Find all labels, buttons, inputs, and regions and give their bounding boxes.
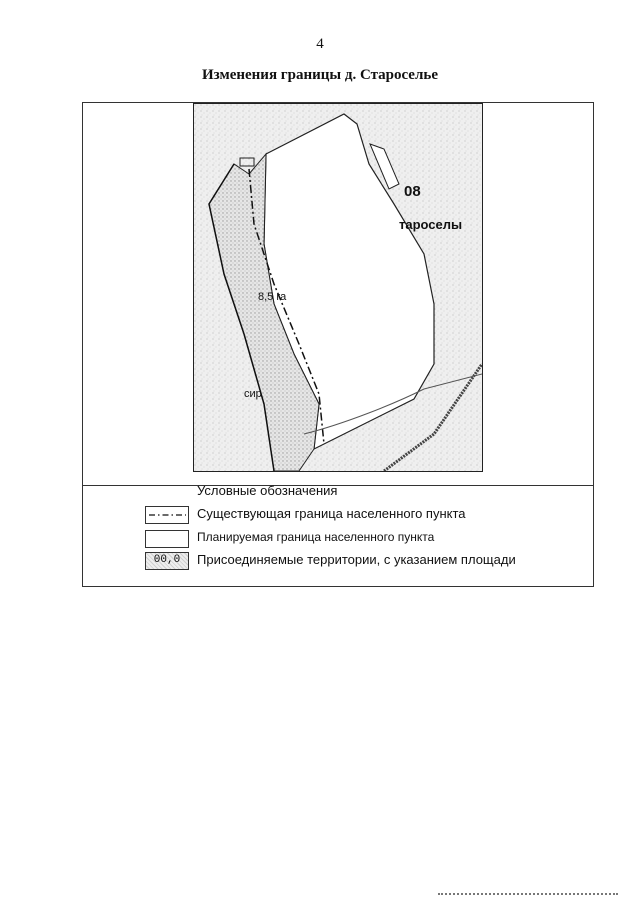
map-number-label: 08 xyxy=(404,183,421,200)
page-number: 4 xyxy=(316,36,324,52)
legend-label: Присоединяемые территории, с указанием площади xyxy=(197,552,516,567)
dash-dot-line-icon xyxy=(145,506,189,524)
map-drawing xyxy=(194,104,482,471)
hatch-area-value: 00,0 xyxy=(153,554,181,566)
boundary-map xyxy=(193,103,483,472)
locality-label: тароселы xyxy=(399,217,463,232)
legend-label: Существующая граница населенного пункта xyxy=(197,506,466,521)
hatched-area-icon xyxy=(145,552,189,570)
legend-label: Планируемая граница населенного пункта xyxy=(197,530,435,544)
village-label: сир xyxy=(244,388,262,400)
solid-outline-icon xyxy=(145,530,189,548)
legend-divider xyxy=(82,485,593,486)
scan-footer-mark xyxy=(438,893,618,899)
document-title: Изменения границы д. Староселье xyxy=(202,67,438,83)
area-label: 8,5 га xyxy=(258,291,287,303)
legend-title: Условные обозначения xyxy=(197,483,338,498)
